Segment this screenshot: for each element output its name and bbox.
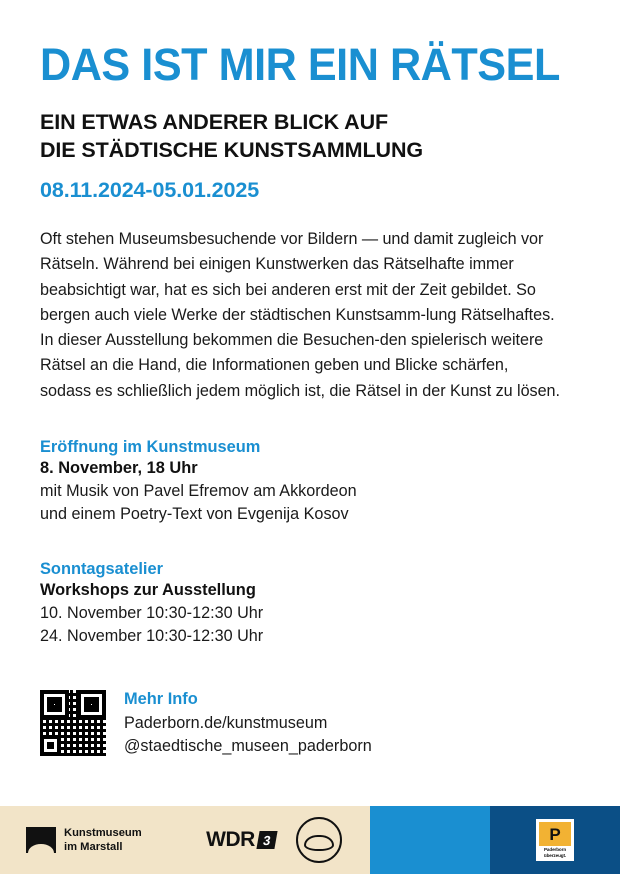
paderborn-logo-caption [539, 847, 571, 858]
workshop-date-2: 24. November 10:30-12:30 Uhr [40, 626, 264, 645]
sparkasse-circle-icon [296, 817, 342, 863]
kunstmuseum-logo-line-2: im Marstall [64, 841, 123, 853]
footer [0, 806, 620, 874]
qr-finder-bottom-left [40, 735, 61, 756]
website-link[interactable]: Paderborn.de/kunstmuseum [124, 713, 328, 732]
workshop-date-1: 10. November 10:30-12:30 Uhr [40, 603, 264, 622]
page-title: DAS IST MIR EIN RÄTSEL [40, 39, 560, 90]
social-handle[interactable]: @staedtische_museen_paderborn [124, 736, 372, 755]
exhibition-dates: 08.11.2024-05.01.2025 [40, 178, 260, 203]
subtitle [40, 109, 580, 164]
paderborn-caption-line-2: überzeugt. [543, 853, 567, 858]
sparkasse-circle-inner [304, 835, 334, 851]
kunstmuseum-logo [26, 826, 186, 854]
sunday-atelier-section [40, 560, 580, 648]
workshops-subtitle: Workshops zur Ausstellung [40, 580, 256, 599]
paderborn-logo-mark: P [539, 822, 571, 846]
opening-section [40, 438, 580, 526]
opening-line-1: mit Musik von Pavel Efremov am Akkordeon [40, 481, 357, 500]
opening-title: Eröffnung im Kunstmuseum [40, 437, 261, 456]
subtitle-line-2: DIE STÄDTISCHE KUNSTSAMMLUNG [40, 137, 424, 162]
description-text: Oft stehen Museumsbesuchende vor Bildern — und damit zugleich vor Rätseln. Während bei einigen Kunstwerken das Rätselhafte immer beabsichtigt war, hat es sich bei anderen erst mit der Zeit gebildet. So bergen auch viele Werke der städtischen Kunstsamm-lung Rätselhaftes. In dieser Ausstellung bekommen die Besuchen-den spielerisch weitere Rätsel an die Hand, die Informationen geben und Blicke schärfen, sodass es schließlich jedem möglich ist, die Rätsel in der Kunst zu lösen. [40, 230, 560, 400]
wdr-logo-text: WDR [206, 828, 255, 851]
subtitle-line-1: EIN ETWAS ANDERER BLICK AUF [40, 110, 389, 134]
footer-paderborn-band [490, 806, 620, 874]
footer-blue-band [370, 806, 490, 874]
opening-line-2: und einem Poetry-Text von Evgenija Kosov [40, 504, 349, 523]
opening-subtitle: 8. November, 18 Uhr [40, 458, 198, 477]
kunstmuseum-logo-text [64, 826, 142, 854]
wdr3-logo [186, 828, 296, 852]
footer-logos [0, 806, 370, 874]
kunstmuseum-logo-line-1: Kunstmuseum [64, 827, 142, 839]
sunday-atelier-title: Sonntagsatelier [40, 559, 163, 578]
more-info-section [40, 690, 580, 757]
more-info-title: Mehr Info [124, 689, 198, 708]
wdr-channel-badge: 3 [256, 831, 277, 849]
marstall-arch-icon [26, 827, 56, 853]
qr-code-icon[interactable] [40, 690, 106, 756]
more-info-lines [124, 690, 372, 757]
paderborn-logo [536, 819, 574, 860]
paderborn-caption-line-1: Paderborn [543, 847, 567, 853]
